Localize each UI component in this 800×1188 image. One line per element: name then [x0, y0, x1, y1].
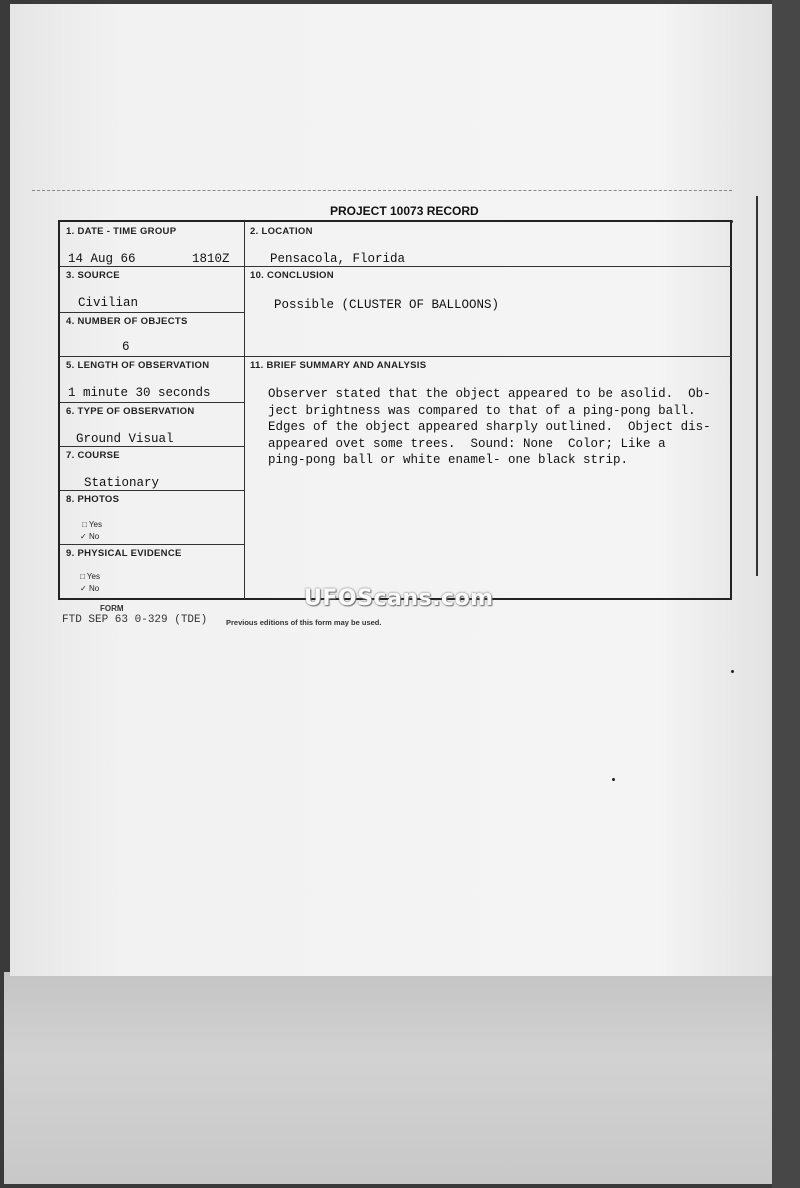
row-divider [60, 490, 244, 491]
page-edge-line [756, 196, 758, 576]
scan-speck [730, 220, 733, 223]
source-label: 3. SOURCE [66, 270, 120, 281]
physical-evidence-option-no: ✓ No [80, 584, 100, 593]
scan-speck [731, 670, 734, 673]
number-of-objects-label: 4. NUMBER OF OBJECTS [66, 316, 188, 327]
date-time-label: 1. DATE - TIME GROUP [66, 226, 177, 237]
conclusion-label: 10. CONCLUSION [250, 270, 334, 281]
course-label: 7. COURSE [66, 450, 120, 461]
length-of-observation-label: 5. LENGTH OF OBSERVATION [66, 360, 210, 371]
row-divider [60, 266, 244, 267]
record-form [58, 220, 732, 600]
date-value: 14 Aug 66 [68, 252, 136, 266]
row-divider [60, 446, 244, 447]
row-divider [60, 402, 244, 403]
form-footer-note: Previous editions of this form may be used. [226, 618, 382, 627]
column-divider [244, 222, 245, 600]
page-edge [772, 0, 800, 1188]
type-of-observation-label: 6. TYPE OF OBSERVATION [66, 406, 195, 417]
source-value: Civilian [78, 296, 139, 310]
lower-sheet [4, 972, 796, 1184]
row-divider [244, 266, 732, 267]
form-title: PROJECT 10073 RECORD [330, 204, 479, 218]
scan-speck [612, 778, 615, 781]
photos-option-no: ✓ No [80, 532, 100, 541]
physical-evidence-label: 9. PHYSICAL EVIDENCE [66, 548, 182, 559]
number-of-objects-value: 6 [122, 340, 130, 354]
type-of-observation-value: Ground Visual [76, 432, 174, 446]
watermark: UFOScans.com [304, 586, 494, 611]
length-of-observation-value: 1 minute 30 seconds [68, 386, 211, 400]
brief-summary-label: 11. BRIEF SUMMARY AND ANALYSIS [250, 360, 427, 371]
row-divider [60, 544, 244, 545]
fold-line [32, 190, 732, 191]
row-divider [60, 356, 732, 357]
time-value: 1810Z [192, 252, 230, 266]
location-label: 2. LOCATION [250, 226, 313, 237]
location-value: Pensacola, Florida [270, 252, 406, 266]
course-value: Stationary [84, 476, 160, 490]
conclusion-value: Possible (CLUSTER OF BALLOONS) [274, 298, 500, 312]
brief-summary-text: Observer stated that the object appeared to be asolid. Ob- ject brightness was compared to that of a ping-pong ball. Edges of the object appeared sharply outlined. Object dis- appeared ovet some trees. Sound: None Color; Like a ping-pong ball or white enamel- one black strip. [268, 387, 711, 467]
row-divider [60, 312, 244, 313]
form-footer-number: FTD SEP 63 0-329 (TDE) [62, 614, 208, 626]
photos-option-yes: □ Yes [82, 520, 102, 529]
physical-evidence-option-yes: □ Yes [80, 572, 100, 581]
form-footer-label: FORM [100, 604, 124, 613]
photos-label: 8. PHOTOS [66, 494, 120, 505]
